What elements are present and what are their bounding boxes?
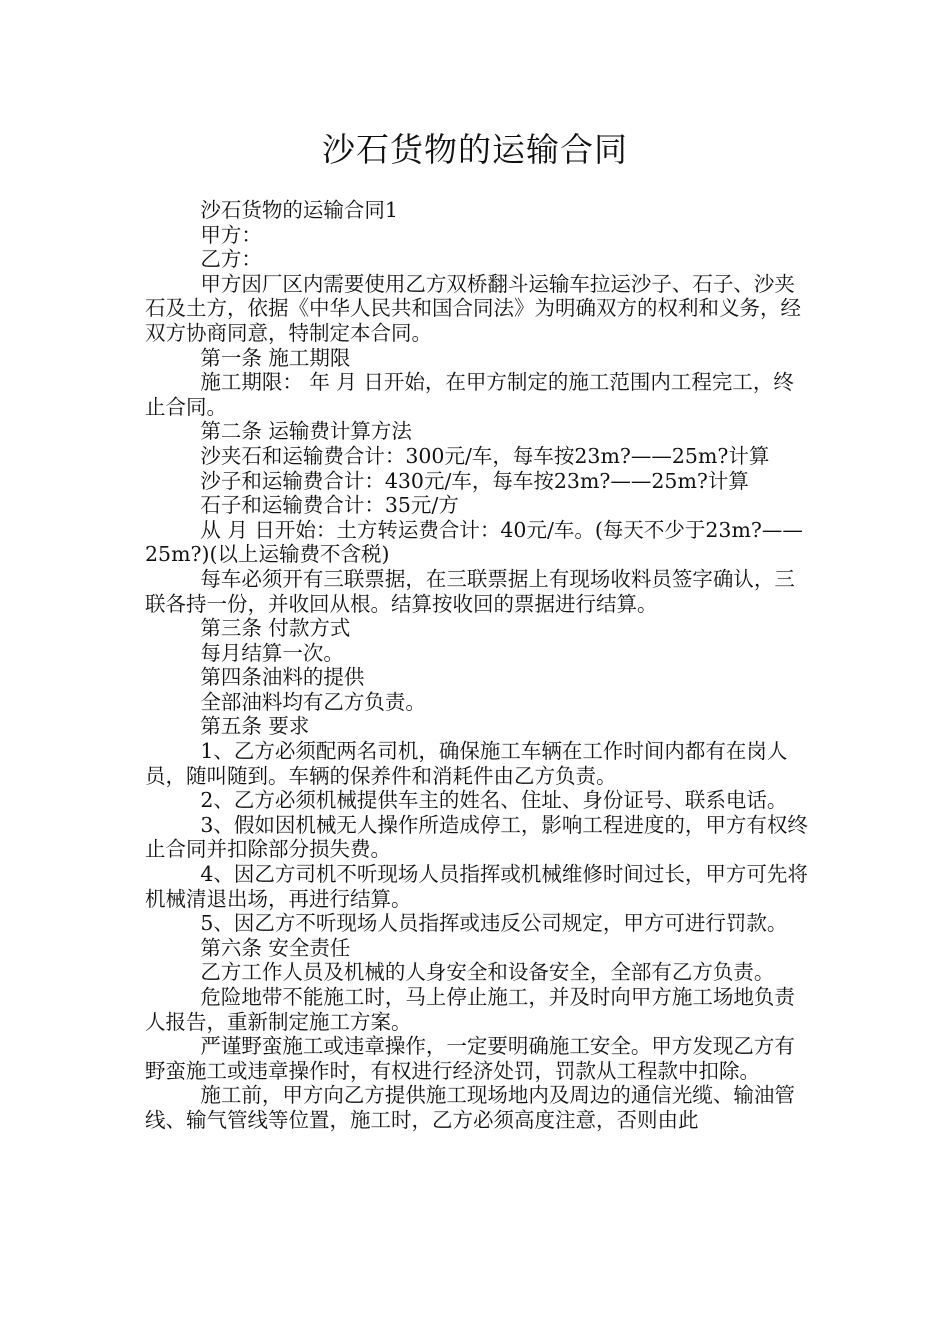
section-heading: 第四条油料的提供	[200, 665, 365, 690]
paragraph: 施工期限： 年 月 日开始，在甲方制定的施工范围内工程完工，终止合同。	[145, 370, 794, 419]
document-body	[145, 198, 810, 1133]
paragraph: 每车必须开有三联票据，在三联票据上有现场收料员签字确认，三联各持一份，并收回从根。结算按收回的票据进行结算。	[145, 566, 795, 616]
paragraph: 5、因乙方不听现场人员指挥或违反公司规定，甲方可进行罚款。	[200, 911, 788, 936]
paragraph: 每月结算一次。	[200, 640, 344, 665]
paragraph: 4、因乙方司机不听现场人员指挥或机械维修时间过长，甲方可先将机械清退出场，再进行结算。	[145, 862, 808, 911]
paragraph: 严谨野蛮施工或违章操作，一定要明确施工安全。甲方发现乙方有野蛮施工或违章操作时，有权进行经济处罚，罚款从工程款中扣除。	[145, 1034, 795, 1083]
paragraph: 乙方：	[200, 247, 262, 272]
paragraph: 施工前，甲方向乙方提供施工现场地内及周边的通信光缆、输油管线、输气管线等位置，施工时，乙方必须高度注意，否则由此	[145, 1083, 795, 1132]
paragraph: 2、乙方必须机械提供车主的姓名、住址、身份证号、联系电话。	[200, 788, 788, 813]
paragraph: 沙子和运输费合计：430元/车，每车按23m?——25m?计算	[200, 468, 749, 493]
paragraph: 沙夹石和运输费合计：300元/车，每车按23m?——25m?计算	[200, 443, 770, 468]
paragraph: 全部油料均有乙方负责。	[200, 689, 426, 714]
paragraph: 甲方因厂区内需要使用乙方双桥翻斗运输车拉运沙子、石子、沙夹石及土方，依据《中华人民共和国合同法》为明确双方的权利和义务，经双方协商同意，特制定本合同。	[145, 271, 801, 345]
paragraph: 从 月 日开始：土方转运费合计：40元/车。(每天不少于23m?——25m?)(以上运输费不含税)	[145, 517, 803, 567]
paragraph: 3、假如因机械无人操作所造成停工，影响工程进度的，甲方有权终止合同并扣除部分损失费。	[145, 812, 808, 862]
paragraph: 石子和运输费合计：35元/方	[200, 493, 459, 518]
paragraph: 乙方工作人员及机械的人身安全和设备安全，全部有乙方负责。	[200, 960, 775, 985]
paragraph: 甲方：	[200, 222, 262, 247]
section-heading: 第五条 要求	[200, 714, 310, 739]
paragraph: 1、乙方必须配两名司机，确保施工车辆在工作时间内都有在岗人员，随叫随到。车辆的保养件和消耗件由乙方负责。	[145, 739, 788, 788]
paragraph: 沙石货物的运输合同1	[200, 198, 398, 222]
document-title: 沙石货物的运输合同	[322, 130, 628, 169]
section-heading: 第二条 运输费计算方法	[200, 419, 412, 444]
section-heading: 第一条 施工期限	[200, 345, 351, 370]
paragraph: 危险地带不能施工时，马上停止施工，并及时向甲方施工场地负责人报告，重新制定施工方案。	[145, 985, 795, 1034]
section-heading: 第三条 付款方式	[200, 616, 351, 641]
section-heading: 第六条 安全责任	[200, 935, 351, 960]
